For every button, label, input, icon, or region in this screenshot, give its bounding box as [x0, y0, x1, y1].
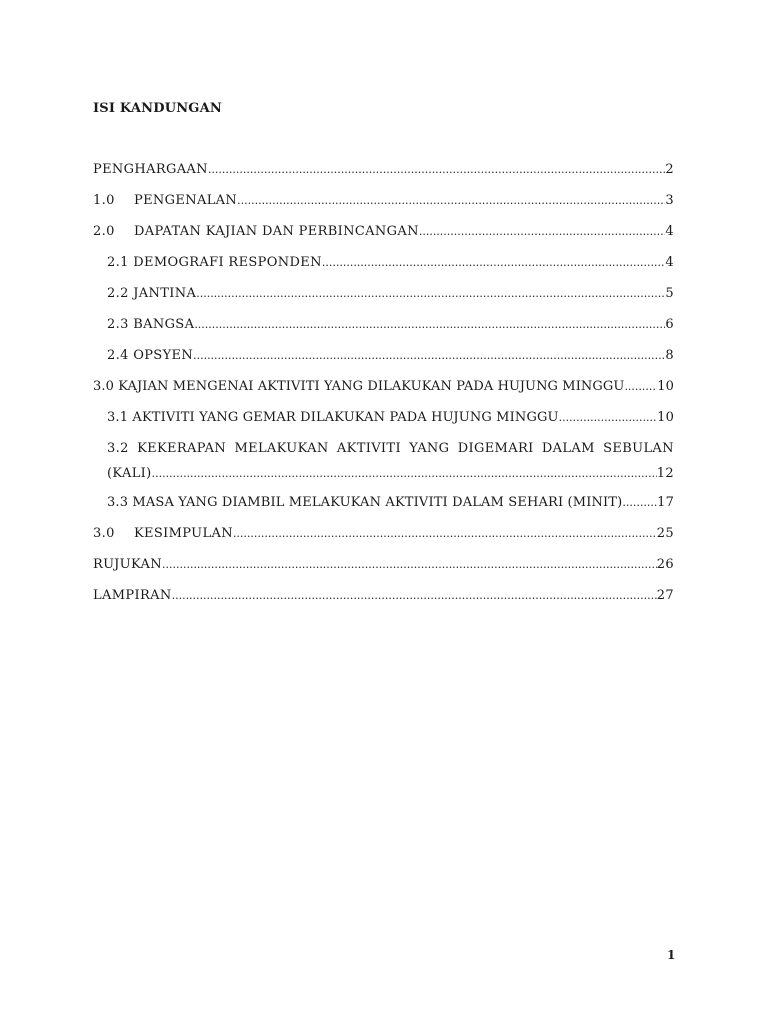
toc-leader-dots [162, 553, 657, 577]
toc-entry-title-line1 [107, 437, 674, 462]
toc-entry-dapatan-kajian [93, 220, 674, 251]
toc-entry-title: DAPATAN KAJIAN DAN PERBINCANGAN [134, 224, 419, 239]
toc-entry-title: 3.1 AKTIVITI YANG GEMAR DILAKUKAN PADA HUJUNG MINGGU [107, 410, 559, 425]
toc-entry-title: 2.3 BANGSA [107, 317, 195, 332]
toc-leader-dots [237, 189, 665, 213]
toc-entry-lampiran [93, 584, 674, 615]
toc-entry-number: 1.0 [93, 193, 115, 208]
toc-entry-page: 2 [665, 162, 674, 177]
toc-entry-title: LAMPIRAN [93, 588, 172, 603]
toc-entry-title: 3.0 KAJIAN MENGENAI AKTIVITI YANG DILAKUKAN PADA HUJUNG MINGGU [93, 379, 625, 394]
toc-leader-dots [233, 522, 657, 546]
toc-entry-page: 10 [657, 410, 674, 425]
toc-leader-dots [624, 375, 657, 399]
toc-entry-number: 2.0 [93, 224, 115, 239]
toc-leader-dots [622, 491, 657, 515]
toc-entry-jantina [93, 282, 674, 313]
toc-entry-page: 8 [665, 348, 674, 363]
toc-leader-dots [172, 584, 657, 608]
toc-leader-dots [152, 462, 657, 486]
toc-leader-dots [193, 344, 665, 368]
toc-leader-dots [194, 313, 665, 337]
toc-entry-page: 27 [656, 588, 674, 603]
toc-entry-page: 25 [656, 526, 674, 541]
toc-entry-title-line2 [107, 462, 674, 491]
toc-entry-title: 3.3 MASA YANG DIAMBIL MELAKUKAN AKTIVITI DALAM SEHARI (MINIT) [107, 495, 623, 510]
toc-entry-title: 2.2 JANTINA [107, 286, 197, 301]
toc-leader-dots [559, 406, 658, 430]
toc-entry-word: YANG [409, 441, 450, 456]
footer-page-number: 1 [667, 948, 676, 962]
toc-entry-word: SEBULAN [603, 441, 674, 456]
toc-entry-word: AKTIVITI [336, 441, 401, 456]
toc-leader-dots [419, 220, 666, 244]
toc-entry-word: DIGEMARI [457, 441, 534, 456]
toc-entry-title: RUJUKAN [93, 557, 162, 572]
toc-entry-word: DALAM [541, 441, 595, 456]
toc-entry-page: 4 [665, 255, 674, 270]
toc-entry-page: 3 [665, 193, 674, 208]
toc-leader-dots [196, 282, 665, 306]
toc-leader-dots [322, 251, 666, 275]
toc-entry-title: 2.1 DEMOGRAFI RESPONDEN [107, 255, 322, 270]
toc-heading: ISI KANDUNGAN [93, 101, 222, 116]
toc-entry-aktiviti-gemar [93, 406, 674, 437]
toc-entry-masa-diambil [93, 491, 674, 522]
toc-entry-opsyen [93, 344, 674, 375]
toc-entry-demografi [93, 251, 674, 282]
toc-entry-pengenalan [93, 189, 674, 220]
toc-entry-title: 2.4 OPSYEN [107, 348, 194, 363]
toc-leader-dots [208, 158, 665, 182]
toc-entry-page: 5 [665, 286, 674, 301]
toc-entry-rujukan [93, 553, 674, 584]
toc-entry-kekerapan [93, 437, 674, 491]
toc-entry-page: 26 [656, 557, 674, 572]
toc-entry-page: 12 [656, 466, 674, 481]
toc-entry-kesimpulan [93, 522, 674, 553]
toc-entry-title: KESIMPULAN [134, 526, 233, 541]
toc-entry-penghargaan [93, 158, 674, 189]
toc-entry-word: KEKERAPAN [137, 441, 227, 456]
toc-entry-page: 10 [657, 379, 674, 394]
toc-entry-page: 6 [665, 317, 674, 332]
toc-entry-word: 3.2 [107, 441, 129, 456]
toc-entry-page: 4 [665, 224, 674, 239]
toc-entry-bangsa [93, 313, 674, 344]
toc-entry-title: PENGHARGAAN [93, 162, 208, 177]
toc-entry-kajian-aktiviti [93, 375, 674, 406]
toc-entry-title: (KALI) [107, 466, 152, 481]
toc-entry-title: PENGENALAN [134, 193, 238, 208]
toc-entry-number: 3.0 [93, 526, 115, 541]
table-of-contents [93, 158, 674, 615]
toc-entry-word: MELAKUKAN [234, 441, 329, 456]
toc-entry-page: 17 [657, 495, 674, 510]
